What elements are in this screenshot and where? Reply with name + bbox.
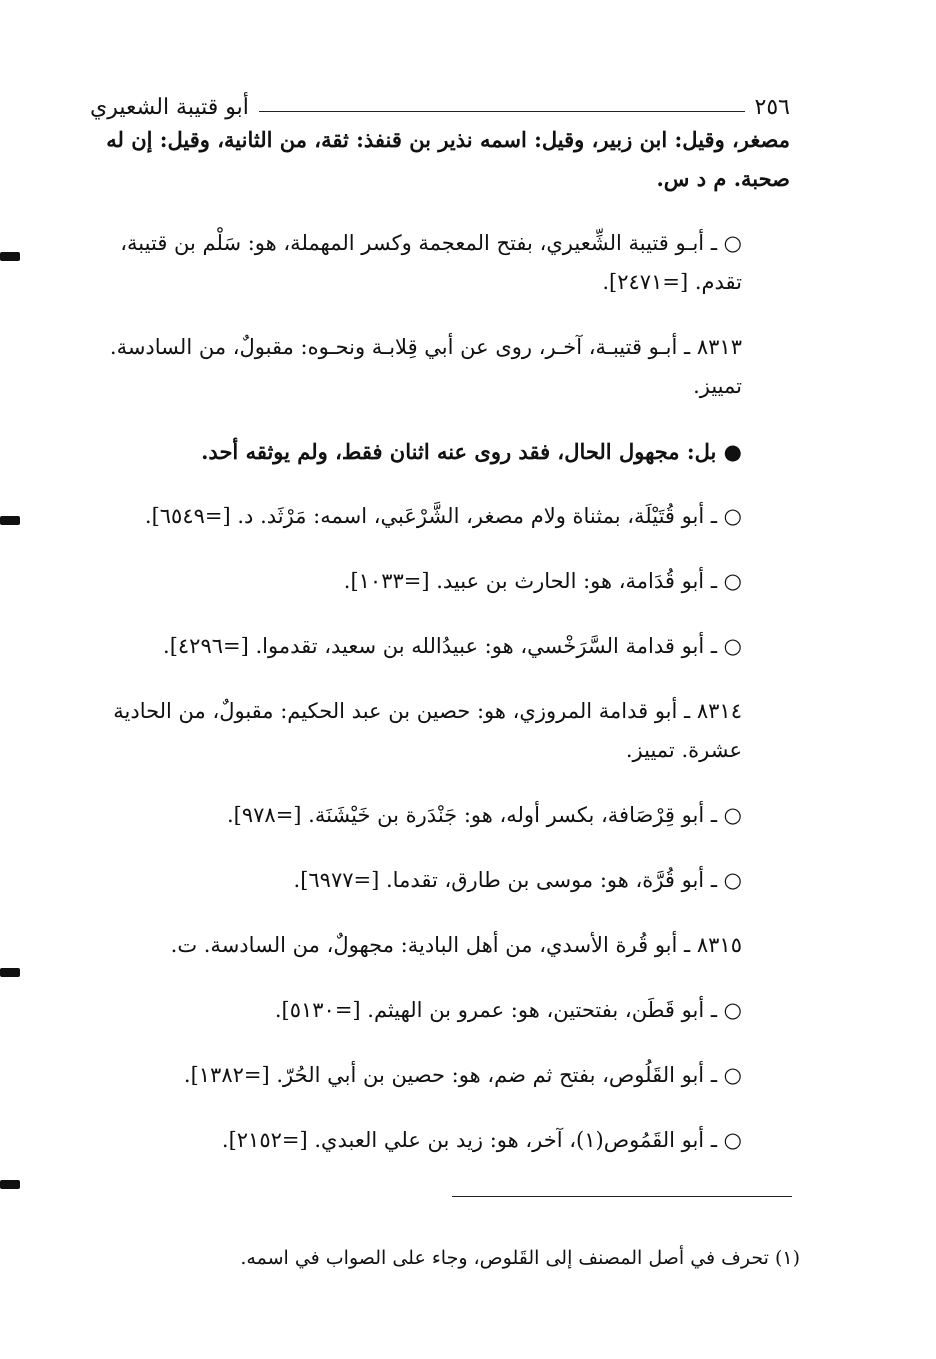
entry-cross-reference <box>90 627 790 666</box>
bullet-icon: ● <box>723 439 742 464</box>
entry-text: أبو قَطَن، بفتحتين، هو: عمرو بن الهيثم. [=٥١٣٠]. <box>274 998 705 1022</box>
entry-marker: ○ ـ <box>710 803 742 827</box>
entry-text: أبو قُرة الأسدي، من أهل البادية: مجهولٌ، من السادسة. ت. <box>170 933 678 957</box>
entry-cross-reference <box>90 991 790 1030</box>
entry-marker: ○ ـ <box>710 634 742 658</box>
entry-text: أبو قُدَامة، هو: الحارث بن عبيد. [=١٠٣٣]. <box>343 569 705 593</box>
entry-marker: ○ ـ <box>710 231 742 255</box>
entry-number: ٨٣١٥ ـ <box>684 933 742 957</box>
entry-text: بل: مجهول الحال، فقد روى عنه اثنان فقط، ولم يوثقه أحد. <box>201 439 717 464</box>
entry-numbered <box>90 692 790 770</box>
entry-text: أبو قدامة المروزي، هو: حصين بن عبد الحكيم: مقبولٌ، من الحادية عشرة. تمييز. <box>113 699 742 762</box>
entry-numbered <box>90 328 790 406</box>
page-header <box>90 86 790 120</box>
entry-text: أبو قُتَيْلَة، بمثناة ولام مصغر، الشَّرْعَبي، اسمه: مَرْثَد. د. [=٦٥٤٩]. <box>144 504 705 528</box>
entry-cross-reference <box>90 497 790 536</box>
page-number: ٢٥٦ <box>754 95 790 120</box>
entry-continuation <box>90 120 790 198</box>
scan-edge-mark <box>0 252 20 261</box>
entry-cross-reference <box>90 1056 790 1095</box>
entry-number: ٨٣١٣ ـ <box>684 335 742 359</box>
entry-text: أبو القَلُوص، بفتح ثم ضم، هو: حصين بن أبي الحُرّ. [=١٣٨٢]. <box>183 1063 705 1087</box>
entry-text: مصغر، وقيل: ابن زبير، وقيل: اسمه نذير بن قنفذ: ثقة، من الثانية، وقيل: إن له صحبة. م د س. <box>106 127 790 191</box>
entry-marker: ○ ـ <box>710 1063 742 1087</box>
entry-cross-reference <box>90 796 790 835</box>
footnote: (١) تحرف في أصل المصنف إلى القَلوص، وجاء على الصواب في اسمه. <box>240 1247 800 1269</box>
entry-cross-reference <box>90 224 790 302</box>
page-body <box>90 120 790 1160</box>
entry-numbered <box>90 926 790 965</box>
entry-marker: ○ ـ <box>710 998 742 1022</box>
entry-text: أبو قُرَّة، هو: موسى بن طارق، تقدما. [=٦٩٧٧]. <box>293 868 705 892</box>
scan-edge-mark <box>0 516 20 525</box>
entry-marker: ○ ـ <box>710 504 742 528</box>
entry-cross-reference <box>90 1121 790 1160</box>
entry-text: أبو قدامة السَّرَخْسي، هو: عبيدُالله بن سعيد، تقدموا. [=٤٢٩٦]. <box>163 634 705 658</box>
entry-cross-reference <box>90 861 790 900</box>
entry-marker: ○ ـ <box>710 1128 742 1152</box>
scan-edge-mark <box>0 1180 20 1189</box>
scan-edge-mark <box>0 968 20 977</box>
entry-comment <box>90 432 790 471</box>
entry-cross-reference <box>90 562 790 601</box>
entry-text: أبـو قتيبـة، آخـر، روى عن أبي قِلابـة ونحـوه: مقبولٌ، من السادسة. تمييز. <box>109 335 742 398</box>
entry-text: أبو القَمُوص(١)، آخر، هو: زيد بن علي العبدي. [=٢١٥٢]. <box>221 1128 705 1152</box>
header-rule <box>259 111 745 112</box>
entry-marker: ○ ـ <box>710 868 742 892</box>
running-title: أبو قتيبة الشعيري <box>90 95 249 120</box>
entry-marker: ○ ـ <box>710 569 742 593</box>
entry-text: أبـو قتيبة الشِّعيري، بفتح المعجمة وكسر المهملة، هو: سَلْم بن قتيبة، تقدم. [=٢٤٧١]. <box>120 231 742 294</box>
entry-number: ٨٣١٤ ـ <box>684 699 742 723</box>
footnote-rule <box>452 1196 792 1197</box>
entry-text: أبو قِرْصَافة، بكسر أوله، هو: جَنْدَرة بن خَيْشَنَة. [=٩٧٨]. <box>226 803 705 827</box>
